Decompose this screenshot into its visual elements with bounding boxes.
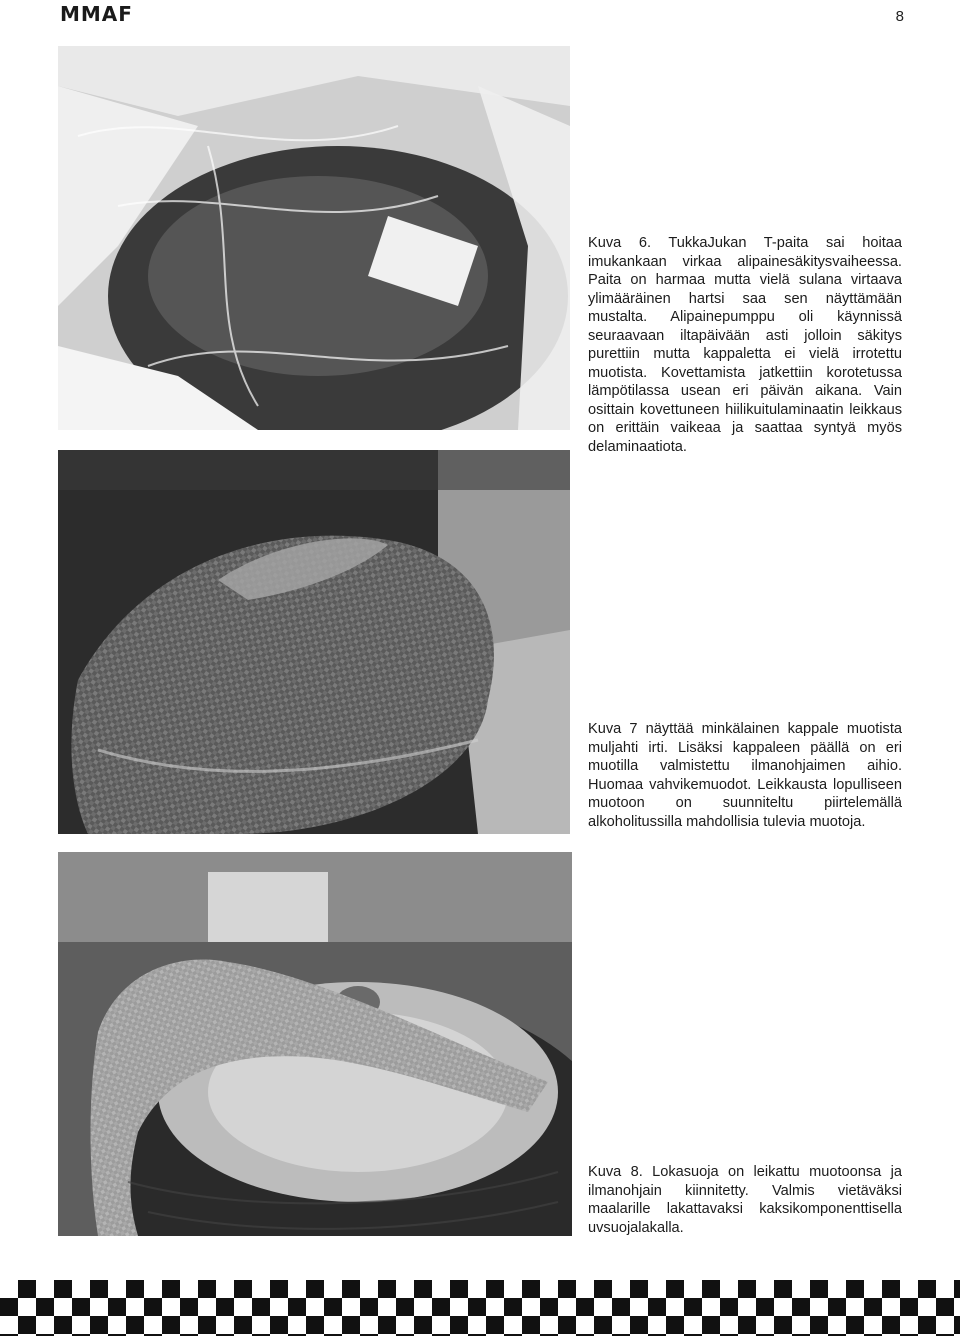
figure-caption-7: Kuva 7 näyttää minkälainen kappale muotista muljahti irti. Lisäksi kappaleen päällä on eri muotilla valmistettu ilmanohjaimen aihio. Huomaa vahvikemuodot. Leikkausta lopulliseen muotoon on suunniteltu piirtelemällä alkoholitussilla mahdollisia tulevia muotoja. (588, 721, 902, 830)
photo-fender-on-tire (58, 852, 572, 1236)
magazine-logo: MMAF (60, 2, 133, 26)
checkered-footer-border (0, 1280, 960, 1336)
figure-caption-8: Kuva 8. Lokasuoja on leikattu muotoonsa ja ilmanohjain kiinnitetty. Valmis vietäväksi maalarille lakattavaksi kaksikomponenttisella uvsuojalakalla. (588, 1164, 902, 1236)
figure-caption-6: Kuva 6. TukkaJukan T-paita sai hoitaa imukankaan virkaa alipainesäkitysvaiheessa. Paita on harmaa mutta vielä sulana virtaava ylimääräinen hartsi saa sen näyttämään mustalta. Alipainepumppu oli käynnissä seuraavaan iltapäivään asti jolloin säkitys purettiin mutta kappaletta ei vielä irrotettu muotista. Kovettamista jatkettiin korotetussa lämpötilassa usean eri päivän aikana. Vain osittain kovettuneen hiilikuitulaminaatin leikkaus on erittäin vaikeaa ja saattaa syntyä myös delaminaatiota. (588, 235, 902, 455)
page-number: 8 (895, 8, 904, 25)
photo-carbon-part (58, 450, 570, 834)
photo-vacuum-bagging (58, 46, 570, 430)
